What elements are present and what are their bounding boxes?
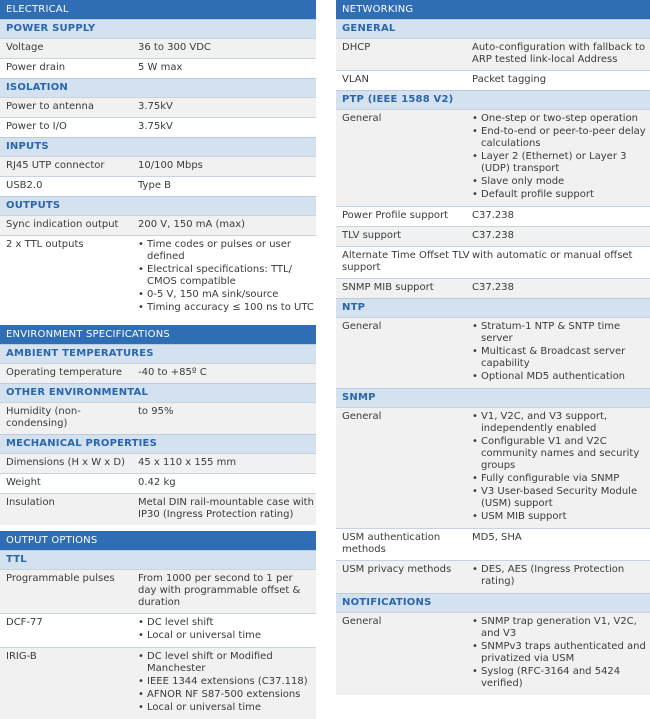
spec-label: Voltage — [6, 42, 44, 53]
spec-value: 200 V, 150 mA (max) — [138, 219, 246, 230]
spec-bullet-item: • Local or universal time — [138, 630, 314, 642]
spec-value: 36 to 300 VDC — [138, 42, 211, 53]
subsection-header-ptp-ieee-1588-v2: PTP (IEEE 1588 V2) — [336, 90, 650, 109]
spec-value — [472, 321, 650, 384]
spec-row — [0, 97, 316, 117]
spec-row — [336, 246, 650, 278]
subsection-header-ttl: TTL — [0, 550, 316, 569]
spec-value: with automatic or manual offset — [472, 250, 633, 261]
spec-value: Type B — [138, 180, 172, 191]
spec-value: C37.238 — [472, 210, 514, 221]
spec-bullet-item: • Slave only mode — [472, 176, 648, 188]
spec-bullet-item: • Layer 2 (Ethernet) or Layer 3 (UDP) transport — [472, 151, 648, 175]
spec-bullet-item: • Syslog (RFC-3164 and 5424 verified) — [472, 666, 648, 690]
spec-bullet-item: • SNMPv3 traps authenticated and privatized via USM — [472, 641, 648, 665]
spec-label: USM privacy methods — [342, 564, 452, 575]
spec-label: Alternate Time Offset TLV support — [342, 250, 470, 273]
spec-row — [336, 70, 650, 90]
subsection-header-snmp: SNMP — [336, 388, 650, 407]
subsection-header-mechanical-properties: MECHANICAL PROPERTIES — [0, 434, 316, 453]
spec-bullet-item: • Fully configurable via SNMP — [472, 473, 648, 485]
spec-bullet-item: • One-step or two-step operation — [472, 113, 648, 125]
spec-row — [336, 226, 650, 246]
spec-bullet-item: • Local or universal time — [138, 702, 314, 714]
spec-bullet-item: • DC level shift — [138, 617, 314, 629]
subsection-header-notifications: NOTIFICATIONS — [336, 593, 650, 612]
spec-label: Operating temperature — [6, 367, 123, 378]
spec-label: RJ45 UTP connector — [6, 160, 105, 171]
spec-label: DCF-77 — [6, 617, 43, 628]
spec-label: Weight — [6, 477, 41, 488]
spec-row — [0, 363, 316, 383]
spec-value: 0.42 kg — [138, 477, 176, 488]
spec-row — [0, 473, 316, 493]
spec-row — [0, 156, 316, 176]
spec-label: Programmable pulses — [6, 573, 115, 584]
spec-bullet-item: • 0-5 V, 150 mA sink/source — [138, 289, 314, 301]
spec-value — [472, 113, 650, 202]
spec-bullet-item: • Timing accuracy ≤ 100 ns to UTC — [138, 302, 314, 314]
spec-label: Humidity (non-condensing) — [6, 406, 81, 429]
spec-row — [0, 569, 316, 613]
spec-value — [138, 651, 316, 715]
spec-row — [336, 278, 650, 298]
spec-label: DHCP — [342, 42, 371, 53]
spec-row — [0, 402, 316, 434]
spec-row — [0, 58, 316, 78]
spec-value — [138, 239, 316, 315]
spec-bullet-list — [138, 617, 314, 642]
spec-row — [0, 215, 316, 235]
spec-value: Auto-configuration with fallback to ARP tested link-local Address — [472, 42, 646, 65]
spec-value: 3.75kV — [138, 101, 173, 112]
subsection-header-other-environmental: OTHER ENVIRONMENTAL — [0, 383, 316, 402]
spec-value: 45 x 110 x 155 mm — [138, 457, 237, 468]
spec-bullet-item: • USM MIB support — [472, 511, 648, 523]
spec-bullet-item: • AFNOR NF S87-500 extensions — [138, 689, 314, 701]
spec-bullet-item: • Default profile support — [472, 189, 648, 201]
spec-value: From 1000 per second to 1 per day with programmable offset & duration — [138, 573, 301, 608]
spec-bullet-item: • Optional MD5 authentication — [472, 371, 648, 383]
subsection-header-power-supply: POWER SUPPLY — [0, 19, 316, 38]
spec-row — [336, 560, 650, 593]
section-header-networking: NETWORKING — [336, 0, 650, 19]
spec-row — [336, 317, 650, 388]
spec-bullet-list — [472, 321, 648, 383]
spec-bullet-list — [138, 651, 314, 714]
spec-label: Dimensions (H x W x D) — [6, 457, 126, 468]
spec-row — [336, 38, 650, 70]
spec-value: Metal DIN rail-mountable case with IP30 (Ingress Protection rating) — [138, 497, 314, 520]
subsection-header-general: GENERAL — [336, 19, 650, 38]
spec-bullet-list — [472, 411, 648, 523]
spec-label: Power Profile support — [342, 210, 449, 221]
spec-bullet-item: • Stratum-1 NTP & SNTP time server — [472, 321, 648, 345]
section-header-environment-specifications: ENVIRONMENT SPECIFICATIONS — [0, 325, 316, 344]
spec-bullet-list — [472, 564, 648, 588]
spec-value: MD5, SHA — [472, 532, 522, 543]
spec-bullet-item: • DC level shift or Modified Manchester — [138, 651, 314, 675]
spec-row — [0, 613, 316, 647]
spec-row — [336, 407, 650, 528]
subsection-header-inputs: INPUTS — [0, 137, 316, 156]
spec-value: -40 to +85º C — [138, 367, 207, 378]
spec-label: 2 x TTL outputs — [6, 239, 84, 250]
spec-row — [0, 235, 316, 319]
left-column — [0, 0, 316, 719]
spec-bullet-item: • Electrical specifications: TTL/ CMOS compatible — [138, 264, 314, 288]
spec-row — [0, 453, 316, 473]
spec-bullet-item: • Time codes or pulses or user defined — [138, 239, 314, 263]
spec-row — [336, 109, 650, 206]
spec-label: TLV support — [342, 230, 401, 241]
spec-row — [0, 176, 316, 196]
spec-label: General — [342, 616, 382, 627]
spec-bullet-item: • V1, V2C, and V3 support, independently enabled — [472, 411, 648, 435]
spec-label: General — [342, 321, 382, 332]
spec-label: USB2.0 — [6, 180, 43, 191]
spec-value: to 95% — [138, 406, 174, 417]
spec-value: Packet tagging — [472, 74, 547, 85]
spec-value — [472, 616, 650, 691]
spec-label: Power drain — [6, 62, 66, 73]
spec-label: IRIG-B — [6, 651, 37, 662]
subsection-header-ambient-temperatures: AMBIENT TEMPERATURES — [0, 344, 316, 363]
subsection-header-isolation: ISOLATION — [0, 78, 316, 97]
spec-row — [0, 647, 316, 719]
spec-row — [0, 117, 316, 137]
spec-bullet-list — [472, 113, 648, 201]
spec-row — [336, 528, 650, 560]
spec-bullet-item: • V3 User-based Security Module (USM) support — [472, 486, 648, 510]
spec-bullet-list — [138, 239, 314, 314]
spec-label: SNMP MIB support — [342, 282, 434, 293]
spec-label: USM authentication methods — [342, 532, 441, 555]
spec-bullet-item: • SNMP trap generation V1, V2C, and V3 — [472, 616, 648, 640]
spec-value — [138, 617, 316, 643]
spec-value: 5 W max — [138, 62, 183, 73]
section-header-electrical: ELECTRICAL — [0, 0, 316, 19]
spec-row — [0, 493, 316, 525]
right-column — [336, 0, 650, 695]
spec-bullet-item: • End-to-end or peer-to-peer delay calculations — [472, 126, 648, 150]
section-header-output-options: OUTPUT OPTIONS — [0, 531, 316, 550]
spec-bullet-item: • Multicast & Broadcast server capability — [472, 346, 648, 370]
spec-label: Power to antenna — [6, 101, 94, 112]
subsection-header-outputs: OUTPUTS — [0, 196, 316, 215]
spec-label: General — [342, 411, 382, 422]
spec-row — [336, 206, 650, 226]
spec-label: Insulation — [6, 497, 55, 508]
spec-row — [336, 612, 650, 695]
spec-value: C37.238 — [472, 282, 514, 293]
spec-value: 3.75kV — [138, 121, 173, 132]
spec-bullet-item: • Configurable V1 and V2C community names and security groups — [472, 436, 648, 472]
spec-value — [472, 564, 650, 589]
subsection-header-ntp: NTP — [336, 298, 650, 317]
spec-label: General — [342, 113, 382, 124]
spec-label: VLAN — [342, 74, 369, 85]
spec-value — [472, 411, 650, 524]
spec-value: 10/100 Mbps — [138, 160, 203, 171]
spec-label: Power to I/O — [6, 121, 67, 132]
spec-value: C37.238 — [472, 230, 514, 241]
spec-bullet-item: • IEEE 1344 extensions (C37.118) — [138, 676, 314, 688]
spec-row — [0, 38, 316, 58]
spec-bullet-item: • DES, AES (Ingress Protection rating) — [472, 564, 648, 588]
spec-label: Sync indication output — [6, 219, 119, 230]
